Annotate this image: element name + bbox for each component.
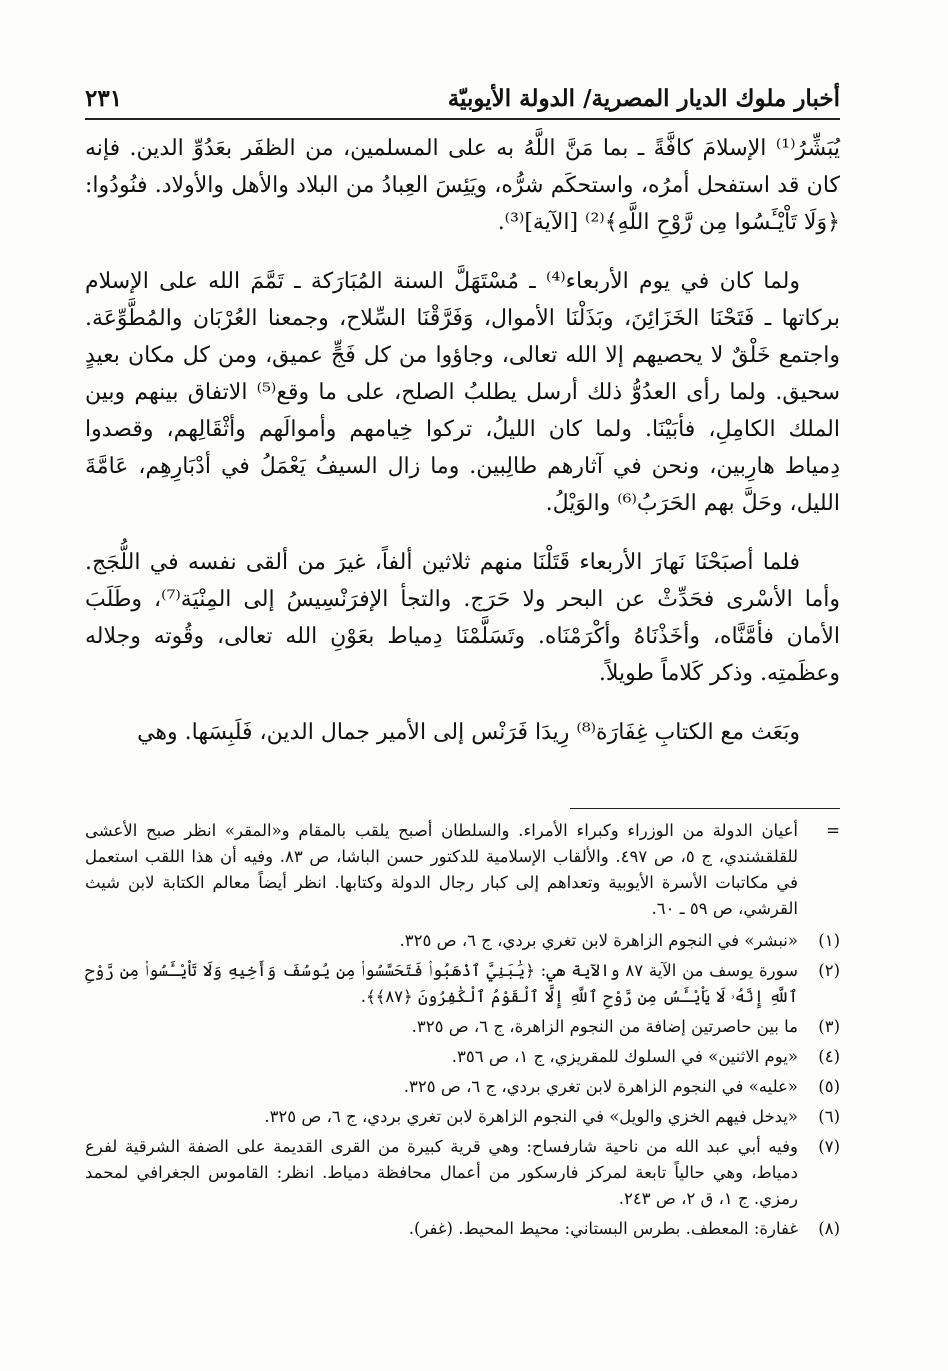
paragraph: فلما أصبَحْنَا نَهارَ الأربعاء قَتَلْنَا منهم ثلاثين ألفاً، غيرَ من ألقى نفسه في اللُّجَج. وأما الأسْرى فحَدِّثْ عن البحر ولا حَرَج. والتجأ الإفرَنْسِيسُ إلى المِنْيَة⁽⁷⁾، وطَلَبَ الأمان فأمَّنَّاه، وأخَذْنَاهُ وأكْرَمْنَاه. وتَسَلَّمْنَا دِمياط بعَوْنِ الله تعالى، وقُوته وجلاله وعظَمتِه. وذكر كَلاماً طويلاً. [85, 550, 840, 686]
main-text [85, 130, 840, 773]
paragraph: ولما كان في يوم الأربعاء⁽⁴⁾ ـ مُسْتَهَلَّ السنة المُبَارَكة ـ تَمَّمَ الله على الإسلام بركاتها ـ فَتَحْنَا الخَزَائِنَ، وبَذَلْنَا الأموال، وَفَرَّقْنَا السِّلاح، وجمعنا العُرْبَان والمُطَّوِّعَة. واجتمع خَلْقٌ لا يحصيهم إلا الله تعالى، وجاؤوا من كل فَجٍّ عميق، ومن كل مكان بعيدٍ سحيق. ولما رأى العدُوُّ ذلك أرسل يطلبُ الصلح، على ما وقع⁽⁵⁾ الاتفاق بينهم وبين الملك الكامِلِ، فأبَيْنَا. ولما كان الليلُ، تركوا خِيامهم وأموالَهم وأثْقَالِهم، وقصدوا دِمياط هارِبين، ونحن في آثارهم طالِبين. وما زال السيفُ يَعْمَلُ في أدْبَارِهِم، عَامَّةَ الليل، وحَلَّ بهم الحَرَبُ⁽⁶⁾ والوَيْلُ. [85, 269, 840, 516]
footnote-item [85, 1014, 840, 1040]
footnote-item [85, 1104, 840, 1130]
footnote-text: «عليه» في النجوم الزاهرة لابن تغري بردي، ج ٦، ص ٣٢٥. [403, 1077, 798, 1096]
running-header [85, 80, 840, 116]
footnote-text: «يوم الاثنين» في السلوك للمقريزي، ج ١، ص ٣٥٦. [451, 1047, 798, 1066]
footnote-text: أعيان الدولة من الوزراء وكبراء الأمراء. والسلطان أصبح يلقب بالمقام و«المقر» انظر صبح الأعشى للقلقشندي، ج ٥، ص ٤٩٧. والألقاب الإسلامية للدكتور حسن الباشا، ص ٨٣. وفيه أن هذا اللقب استعمل في مكاتبات الأسرة الأيوبية وتعداهم إلى كبار رجال الدولة وكتابها. انظر أيضاً معالم الكتابة لابن شيث القرشي، ص ٥٩ ـ ٦٠. [85, 821, 799, 918]
footnote-text: غفارة: المعطف. بطرس البستاني: محيط المحيط. (غفر). [408, 1219, 798, 1238]
footnote-number: (٢) [818, 961, 840, 980]
footnote-number: (٤) [818, 1047, 840, 1066]
footnote-item [85, 928, 840, 954]
running-title: أخبار ملوك الديار المصرية/ الدولة الأيوبيّة [447, 84, 840, 112]
paragraph: وبَعَث مع الكتابِ غِفَارَة⁽⁸⁾ رِيدَا فَرَنْس إلى الأمير جمال الدين، فَلَبِسَها. وهي [137, 720, 800, 745]
footnotes [85, 818, 840, 1246]
paragraph: يُبَشِّرُ⁽¹⁾ الإسلامَ كافَّةً ـ بما مَنَّ اللَّهُ به على المسلمين، من الظفَر بعَدُوِّ الدين. فإنه كان قد استفحل أمرُه، واستحكَم شرُّه، ويَئِسَ العِبادُ من البلاد والأهل والأولاد. فنُودُوا: ﴿وَلَا تَاْيْـَٔسُوا مِن رَّوْحِ اللَّهِ﴾⁽²⁾ [الآية]⁽³⁾. [85, 136, 840, 235]
footnote-item [85, 1044, 840, 1070]
footnote-item [85, 1216, 840, 1242]
footnote-number: (٣) [818, 1017, 840, 1036]
header-rule [85, 118, 840, 120]
footnote-text: ما بين حاصرتين إضافة من النجوم الزاهرة، ج ٦، ص ٣٢٥. [411, 1017, 798, 1036]
footnote-item [85, 1134, 840, 1212]
page-number: ٢٣١ [85, 84, 123, 112]
footnote-separator [570, 808, 840, 809]
footnote-number: (٧) [818, 1137, 840, 1156]
footnote-text: سورة يوسف من الآية ٨٧ والآية هي: ﴿يَٰبَنِيَّ ٱذْهَبُوا۟ فَتَحَسَّسُوا۟ مِن يُوسُفَ وَأَخِيهِ وَلَا تَاْيْـَٔسُوا۟ مِن رَّوْحِ ٱللَّهِ إِنَّهُۥ لَا يَاْيْـَٔسُ مِن رَّوْحِ ٱللَّهِ إِلَّا ٱلْقَوْمُ ٱلْكَٰفِرُونَ ﴿٨٧﴾﴾. [85, 961, 798, 1006]
footnote-text: «يدخل فيهم الخزي والويل» في النجوم الزاهرة لابن تغري بردي، ج ٦، ص ٣٢٥. [264, 1107, 798, 1126]
footnote-continued [85, 818, 840, 922]
footnote-number: (١) [818, 931, 840, 950]
footnote-number: (٨) [818, 1219, 840, 1238]
footnote-text: «نبشر» في النجوم الزاهرة لابن تغري بردي، ج ٦، ص ٣٢٥. [399, 931, 798, 950]
footnote-item [85, 958, 840, 1010]
footnote-item [85, 1074, 840, 1100]
footnote-number: (٥) [818, 1077, 840, 1096]
footnote-number: (٦) [818, 1107, 840, 1126]
continuation-marker: = [826, 821, 840, 840]
footnote-text: وفيه أبي عبد الله من ناحية شارفساح: وهي قرية كبيرة من القرى القديمة على الضفة الشرقية لفرع دمياط، وهي حالياً تابعة لمركز فارسكور من أعمال محافظة دمياط. انظر: القاموس الجغرافي لمحمد رمزي. ج ١، ق ٢، ص ٢٤٣. [85, 1137, 798, 1208]
